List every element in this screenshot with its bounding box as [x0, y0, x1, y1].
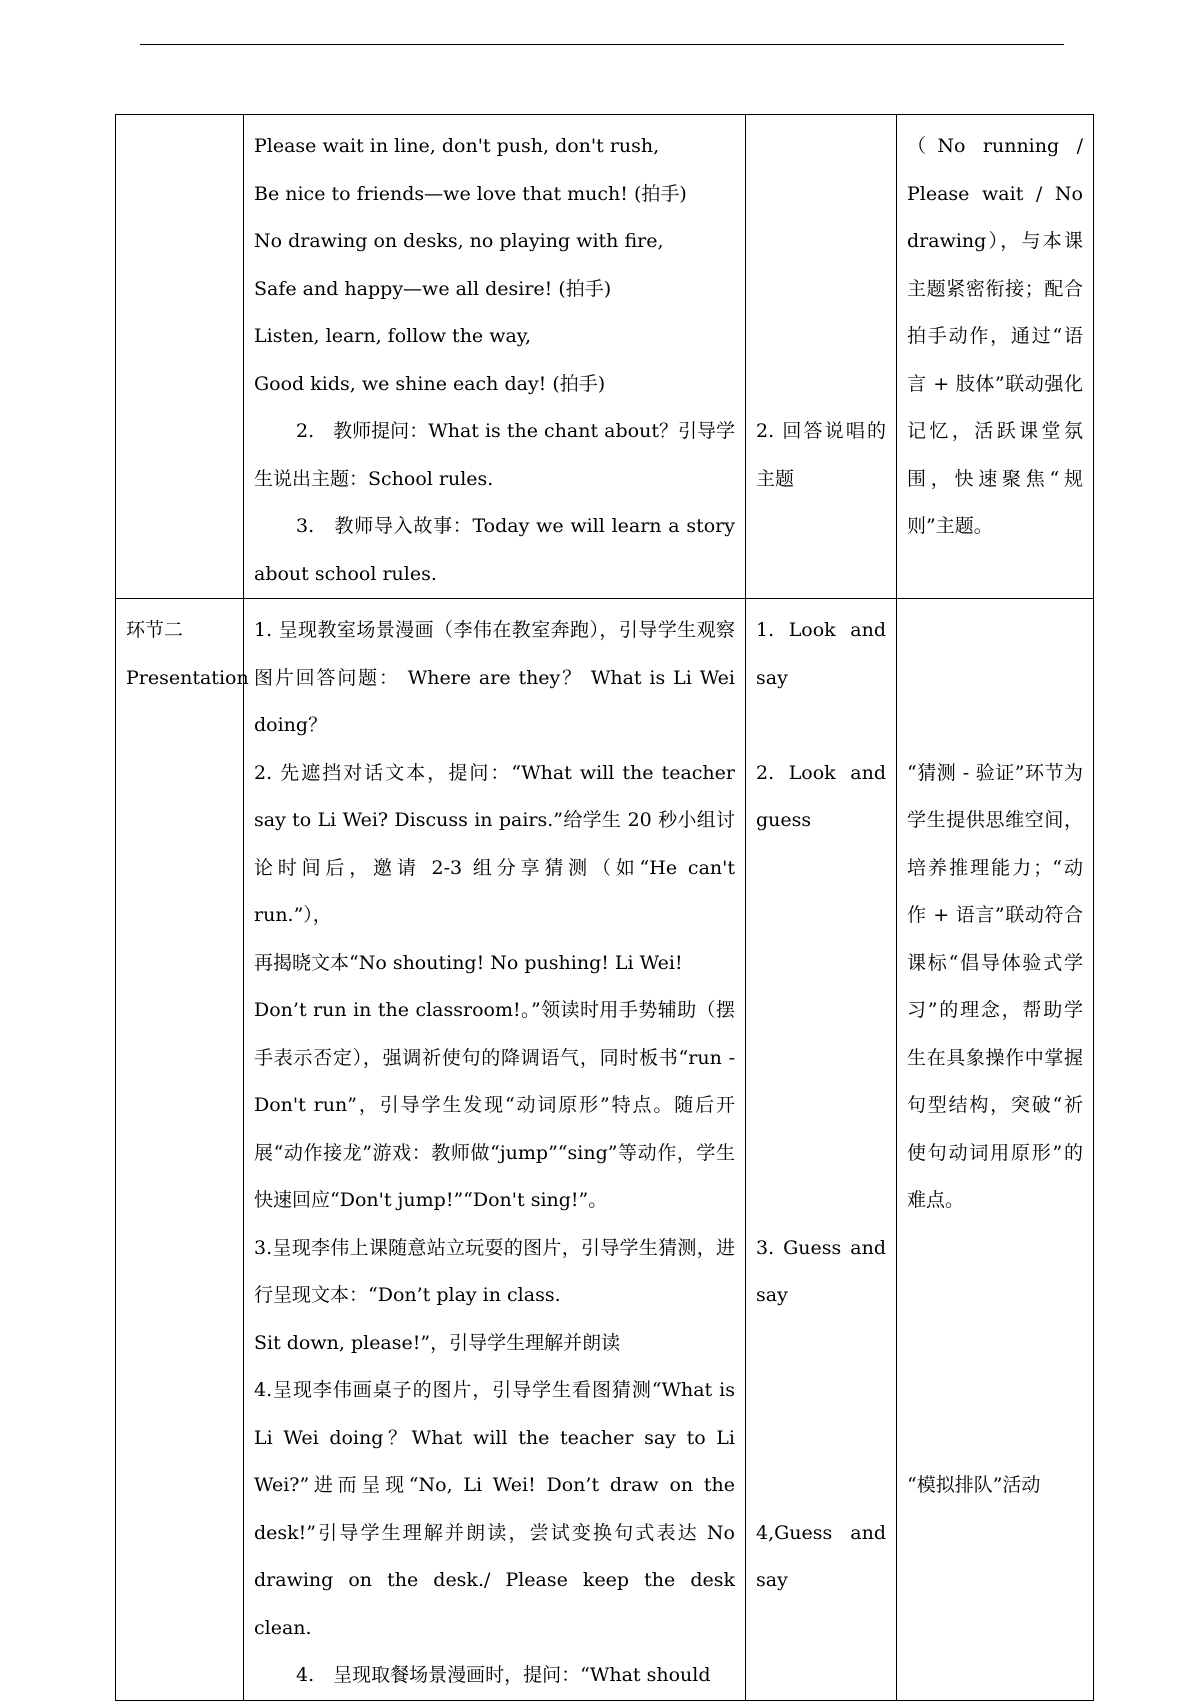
stage-name: Presentation	[126, 666, 249, 689]
chant-line: No drawing on desks, no playing with fire,	[254, 230, 664, 252]
step-text: 4.呈现李伟画桌子的图片，引导学生看图猜测“What is Li Wei doing？What will the teacher say to Li Wei?”进而呈现“No, Li Wei! Don’t draw on the desk!”引导学生理解并朗读，尝试变换句式表达 No drawing on the desk./ Please keep the desk clean.	[254, 1379, 735, 1639]
student-activity-text: 4,Guess and say	[756, 1521, 886, 1591]
lesson-plan-table	[115, 114, 1094, 1701]
step-text: 3.呈现李伟上课随意站立玩耍的图片，引导学生猜测，进行呈现文本：“Don’t play in class.	[254, 1236, 735, 1306]
step-text: 2. 教师提问：What is the chant about？引导学生说出主题：School rules.	[254, 420, 735, 490]
step-text: 2. 先遮挡对话文本，提问：“What will the teacher say to Li Wei? Discuss in pairs.”给学生 20 秒小组讨论时间后，邀请 2-3 组分享猜测（如“He can't run.”），	[254, 761, 735, 926]
step-text: Don’t run in the classroom!。”领读时用手势辅助（摆手表示否定），强调祈使句的降调语气，同时板书“run - Don't run”，引导学生发现“动词原形”特点。随后开展“动作接龙”游戏：教师做“jump”“sing”等动作，学生快速回应“Don't jump!”“Don't sing!”。	[254, 999, 735, 1211]
purpose-text: “猜测 - 验证”环节为学生提供思维空间，培养推理能力；“动作 + 语言”联动符合课标“倡导体验式学习”的理念，帮助学生在具象操作中掌握句型结构，突破“祈使句动词用原形”的难点。	[907, 761, 1083, 1211]
table-row	[116, 115, 1094, 599]
purpose-text: （No running / Please wait / No drawing），与本课主题紧密衔接；配合拍手动作，通过“语言 + 肢体”联动强化记忆，活跃课堂氛围，快速聚焦“规则”主题。	[907, 135, 1083, 537]
chant-line: Please wait in line, don't push, don't rush,	[254, 135, 660, 157]
step-text: 再揭晓文本“No shouting! No pushing! Li Wei!	[254, 951, 683, 974]
step-text: 1. 呈现教室场景漫画（李伟在教室奔跑），引导学生观察图片回答问题： Where are they？ What is Li Wei doing？	[254, 619, 735, 736]
stage-label: 环节二	[126, 619, 184, 641]
student-activity-text: 2. Look and guess	[756, 761, 886, 831]
step-text: 3. 教师导入故事：Today we will learn a story about school rules.	[254, 515, 735, 585]
header-rule	[140, 44, 1064, 45]
chant-line: Be nice to friends—we love that much! (拍手)	[254, 182, 687, 205]
student-activity-text: 3. Guess and say	[756, 1236, 886, 1306]
student-activity-cell	[746, 115, 897, 599]
stage-cell	[116, 599, 249, 1701]
chant-line: Listen, learn, follow the way,	[254, 325, 532, 347]
table-row	[116, 599, 1094, 1701]
purpose-cell	[897, 599, 1094, 1701]
content-cell	[244, 115, 746, 599]
student-activity-cell	[746, 599, 897, 1701]
student-activity-text: 1. Look and say	[756, 619, 886, 689]
purpose-text: “模拟排队”活动	[907, 1474, 1041, 1496]
stage-cell	[116, 115, 244, 599]
student-activity-text: 2. 回答说唱的主题	[756, 420, 886, 490]
step-text: Sit down, please!”，引导学生理解并朗读	[254, 1331, 621, 1354]
chant-line: Good kids, we shine each day! (拍手)	[254, 372, 606, 395]
purpose-cell	[897, 115, 1094, 599]
step-text: 4. 呈现取餐场景漫画时，提问：“What should	[296, 1664, 711, 1686]
chant-line: Safe and happy—we all desire! (拍手)	[254, 277, 612, 300]
content-cell	[244, 599, 746, 1701]
